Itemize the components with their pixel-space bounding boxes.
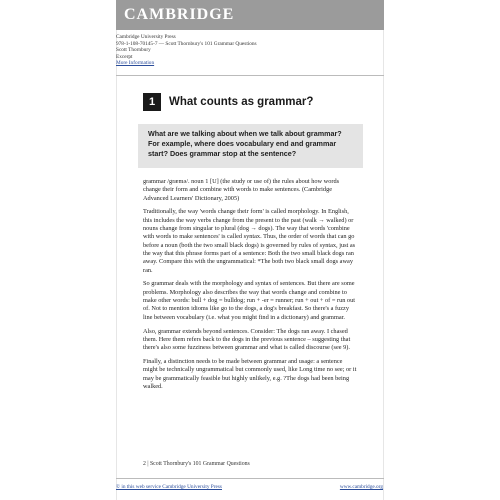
body-paragraph-vocabulary: So grammar deals with the morphology and syntax of sentences. But there are some problems. Morphology also describes the way that words change and combine to make other words: bull + dog = bulldog; run + -er = runner; run + out + of = run out of. Not to mention idioms like go to the dogs, a dog's breakfast. So there's a fuzzy line between vocabulary (i.e. what you might find in a dictionary) and grammar.: [143, 280, 355, 321]
cambridge-logo: CAMBRIDGE: [124, 6, 235, 23]
cambridge-website-link[interactable]: www.cambridge.org: [339, 484, 383, 490]
author-name: Scott Thornbury: [116, 47, 151, 54]
page-footer-running-title: 2 | Scott Thornbury's 101 Grammar Questions: [143, 461, 250, 467]
publisher-header-band: [116, 0, 384, 30]
chapter-heading: [143, 92, 313, 112]
chapter-title: What counts as grammar?: [169, 96, 314, 108]
header-divider: [116, 75, 384, 76]
dictionary-definition: grammar /græmə/. noun 1 [U] (the study or use of) the rules about how words change their form and combine with words to make sentences. (Cambridge Advanced Learners' Dictionary, 2005): [143, 178, 340, 202]
copyright-link[interactable]: © in this web service Cambridge University Press: [116, 484, 222, 490]
body-paragraph-morphology-syntax: Traditionally, the way 'words change their form' is called morphology. In English, this includes the way verbs change from the present to the past (walk → walked) or nouns change from singular to plural (dog → dogs). The way that words 'combine with words to make sentences' is called syntax. Thus, the order of words that can go before a noun (both the two small black dogs) is governed by rules of syntax, just as the way that this phrase forms part of a sentence: Both the two small black dogs ran away. Compare this with the ungrammatical: *The both two black small dogs away ran.: [143, 208, 356, 274]
key-questions-box: What are we talking about when we talk about grammar? For example, where does vocabulary end and grammar start? Does grammar stop at the sentence?: [138, 124, 363, 168]
publisher-name: Cambridge University Press: [116, 34, 176, 40]
isbn-title-line: 978-1-108-70145-7 — Scott Thornbury's 101 Grammar Questions: [116, 40, 257, 47]
book-metadata: [116, 34, 384, 67]
chapter-number-badge: 1: [143, 93, 161, 111]
chapter-body: [143, 178, 358, 397]
body-paragraph-usage: Finally, a distinction needs to be made between grammar and usage: a sentence might be technically ungrammatical but commonly used, like Long time no see; or it may be grammatically feasible but highly unlikely, e.g. ?The dogs had been being walked.: [143, 358, 357, 390]
excerpt-label: Excerpt: [116, 53, 133, 60]
body-paragraph-discourse: Also, grammar extends beyond sentences. Consider: The dogs ran away. I chased them. Here them refers back to the dogs in the previous sentence – suggesting that there's also some fuzziness between grammar and what is called discourse (see 9).: [143, 327, 351, 352]
footer-divider: [116, 478, 384, 479]
more-information-link[interactable]: More Information: [116, 60, 155, 67]
